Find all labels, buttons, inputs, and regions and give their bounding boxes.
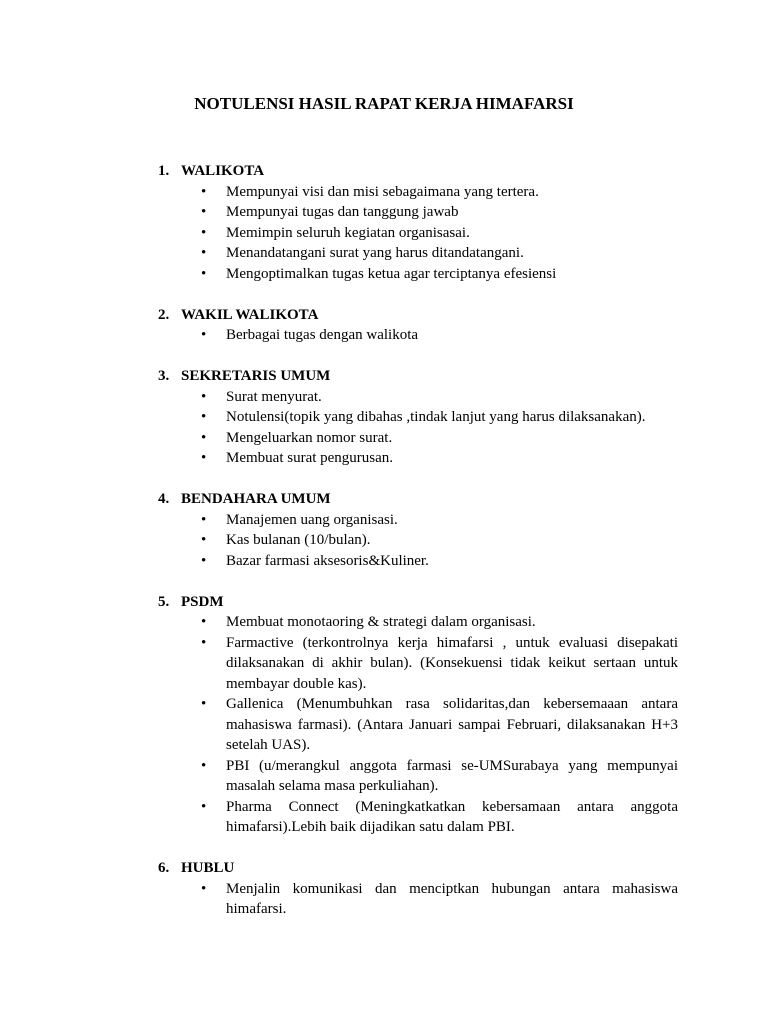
bullet-icon: • — [201, 511, 207, 528]
list-item — [158, 612, 678, 633]
bullet-icon: • — [201, 798, 207, 815]
list-item — [158, 756, 678, 797]
section-title: WAKIL WALIKOTA — [181, 306, 319, 323]
section-sekretaris-umum — [158, 366, 678, 469]
list-item — [158, 407, 678, 428]
section-title: PSDM — [181, 593, 224, 610]
section-title: SEKRETARIS UMUM — [181, 368, 331, 384]
bullet-icon: • — [201, 183, 207, 200]
bullet-icon: • — [201, 552, 207, 569]
section-psdm — [158, 592, 678, 838]
list-item — [158, 694, 678, 756]
list-item-text: Berbagai tugas dengan walikota — [226, 327, 419, 343]
bullet-icon: • — [201, 204, 207, 220]
list-item — [158, 633, 678, 695]
list-item-text: Mengoptimalkan tugas ketua agar terciptanya efesiensi — [226, 265, 557, 282]
section-number: 1. — [158, 163, 170, 179]
section-number: 2. — [158, 306, 170, 323]
list-item-text: Surat menyurat. — [226, 388, 322, 405]
list-item — [158, 879, 678, 920]
bullet-list — [158, 325, 678, 346]
list-item-text: Farmactive (terkontrolnya kerja himafarsi , untuk evaluasi disepakati dilaksanakan di akhir bulan). (Konsekuensi tidak keikut sertaan untuk membayar double kas). — [226, 634, 678, 692]
section-hublu — [158, 858, 678, 920]
bullet-icon: • — [201, 409, 207, 425]
list-item-text: Mempunyai visi dan misi sebagaimana yang tertera. — [226, 183, 539, 200]
bullet-icon: • — [201, 224, 207, 241]
list-item — [158, 551, 678, 572]
list-item-text: Pharma Connect (Meningkatkatkan kebersamaan antara anggota himafarsi).Lebih baik dijadikan satu dalam PBI. — [226, 798, 678, 835]
list-item — [158, 530, 678, 551]
list-item-text: Bazar farmasi aksesoris&Kuliner. — [226, 552, 429, 569]
bullet-icon: • — [201, 757, 207, 774]
bullet-icon: • — [201, 450, 207, 466]
list-item — [158, 448, 678, 469]
list-item — [158, 243, 678, 264]
bullet-icon: • — [201, 327, 207, 343]
bullet-list — [158, 510, 678, 572]
bullet-icon: • — [201, 614, 207, 630]
list-item-text: Mempunyai tugas dan tanggung jawab — [226, 204, 459, 220]
bullet-icon: • — [201, 634, 207, 651]
list-item-text: Gallenica (Menumbuhkan rasa solidaritas,dan kebersemaaan antara mahasiswa farmasi). (Antara Januari sampai Februari, dilaksanakan H+3 setelah UAS). — [226, 696, 678, 753]
bullet-list — [158, 879, 678, 920]
section-heading — [158, 858, 678, 879]
list-item-text: Memimpin seluruh kegiatan organisasai. — [226, 224, 470, 241]
list-item-text: Manajemen uang organisasi. — [226, 511, 398, 528]
list-item — [158, 387, 678, 408]
list-item — [158, 182, 678, 203]
list-item — [158, 428, 678, 449]
list-item — [158, 202, 678, 223]
list-item — [158, 264, 678, 285]
section-title: BENDAHARA UMUM — [181, 491, 331, 507]
section-heading — [158, 489, 678, 510]
list-item-text: Mengeluarkan nomor surat. — [226, 429, 393, 446]
bullet-list — [158, 182, 678, 285]
bullet-icon: • — [201, 429, 207, 446]
section-title: HUBLU — [181, 860, 235, 876]
section-number: 4. — [158, 491, 170, 507]
section-heading — [158, 592, 678, 613]
section-number: 6. — [158, 860, 170, 876]
bullet-list — [158, 387, 678, 469]
bullet-icon: • — [201, 245, 207, 261]
list-item — [158, 510, 678, 531]
bullet-list — [158, 612, 678, 838]
section-list — [158, 161, 678, 940]
list-item-text: Menjalin komunikasi dan menciptkan hubungan antara mahasiswa himafarsi. — [226, 880, 678, 917]
document-title: NOTULENSI HASIL RAPAT KERJA HIMAFARSI — [194, 94, 574, 113]
section-number: 3. — [158, 368, 170, 384]
list-item-text: Notulensi(topik yang dibahas ,tindak lanjut yang harus dilaksanakan). — [226, 409, 646, 425]
bullet-icon: • — [201, 880, 207, 897]
section-bendahara-umum — [158, 489, 678, 571]
bullet-icon: • — [201, 532, 207, 548]
list-item-text: Kas bulanan (10/bulan). — [226, 532, 371, 548]
section-wakil-walikota — [158, 305, 678, 346]
list-item-text: Membuat monotaoring & strategi dalam organisasi. — [226, 614, 536, 630]
bullet-icon: • — [201, 696, 207, 712]
section-heading — [158, 161, 678, 182]
bullet-icon: • — [201, 388, 207, 405]
bullet-icon: • — [201, 265, 207, 282]
section-walikota — [158, 161, 678, 284]
list-item-text: PBI (u/merangkul anggota farmasi se-UMSurabaya yang mempunyai masalah selama masa perkuliahan). — [226, 757, 678, 794]
section-heading — [158, 366, 678, 387]
section-heading — [158, 305, 678, 326]
list-item — [158, 223, 678, 244]
list-item — [158, 325, 678, 346]
section-number: 5. — [158, 593, 170, 610]
list-item — [158, 797, 678, 838]
list-item-text: Membuat surat pengurusan. — [226, 450, 394, 466]
list-item-text: Menandatangani surat yang harus ditandatangani. — [226, 245, 524, 261]
section-title: WALIKOTA — [181, 163, 265, 179]
